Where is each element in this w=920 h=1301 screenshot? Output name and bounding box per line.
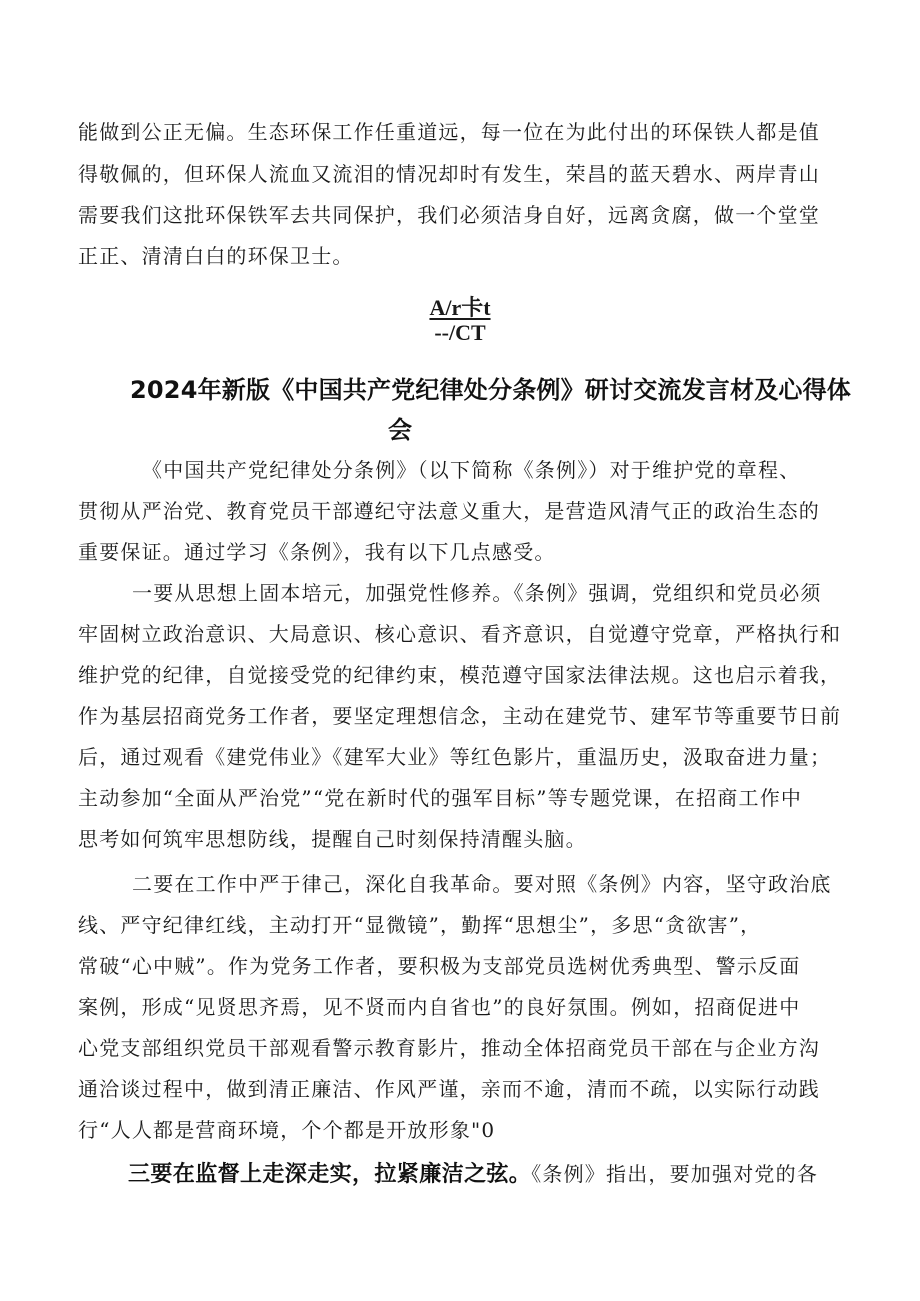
body-line: 案例，形成“见贤思齐焉，见不贤而内自省也”的良好氛围。例如，招商促进中 — [78, 995, 801, 1019]
body-line: 正正、清清白白的环保卫士。 — [78, 244, 354, 268]
body-line: 通洽谈过程中，做到清正廉洁、作风严谨，亲而不逾，清而不疏，以实际行动践 — [78, 1077, 820, 1101]
body-line: 《中国共产党纪律处分条例》（以下简称《条例》）对于维护党的章程、 — [142, 458, 801, 482]
body-line: 后，通过观看《建党伟业》《建军大业》等红色影片，重温历史，汲取奋进力量； — [78, 745, 832, 769]
body-line: 需要我们这批环保铁军去共同保护，我们必须洁身自好，远离贪腐，做一个堂堂 — [78, 203, 820, 227]
body-line: 二要在工作中严于律己，深化自我革命。要对照《条例》内容，坚守政治底 — [132, 872, 832, 896]
body-line: 能做到公正无偏。生态环保工作任重道远，每一位在为此付出的环保铁人都是值 — [78, 120, 820, 144]
document-title-continuation: 会 — [388, 416, 413, 444]
body-line: 行“人人都是营商环境，个个都是开放形象"0 — [78, 1118, 496, 1142]
body-line: 得敬佩的，但环保人流血又流泪的情况却时有发生，荣昌的蓝天碧水、两岸青山 — [78, 162, 820, 186]
body-line: 维护党的纪律，自觉接受党的纪律约束，模范遵守国家法律法规。这也启示着我， — [78, 663, 842, 687]
garbled-mark-top — [0, 291, 920, 322]
body-line: 牢固树立政治意识、大局意识、核心意识、看齐意识，自觉遵守党章，严格执行和 — [78, 622, 842, 646]
section3-line — [128, 1159, 818, 1190]
section3-rest: 《条例》指出，要加强对党的各 — [531, 1162, 819, 1186]
body-line: 思考如何筑牢思想防线，提醒自己时刻保持清醒头脑。 — [78, 827, 587, 851]
document-title: 2024年新版《中国共产党纪律处分条例》研讨交流发言材及心得体 — [130, 376, 851, 404]
body-line: 线、严守纪律红线，主动打开“显微镜”，勤挥“思想尘”，多思“贪欲害”， — [78, 913, 762, 937]
body-line: 贯彻从严治党、教育党员干部遵纪守法意义重大，是营造风清气正的政治生态的 — [78, 499, 820, 523]
body-line: 一要从思想上固本培元，加强党性修养。《条例》强调，党组织和党员必须 — [132, 581, 822, 605]
body-line: 心党支部组织党员干部观看警示教育影片，推动全体招商党员干部在与企业方沟 — [78, 1036, 820, 1060]
body-line: 作为基层招商党务工作者，要坚定理想信念，主动在建党节、建军节等重要节日前 — [78, 704, 842, 728]
garbled-mark-bottom: --/CT — [434, 320, 486, 345]
section3-lead: 三要在监督上走深走实，拉紧廉洁之弦。 — [128, 1162, 532, 1187]
body-line: 重要保证。通过学习《条例》，我有以下几点感受。 — [78, 540, 556, 564]
garbled-mark-top-text: A/r卡t — [429, 295, 491, 320]
body-line: 主动参加“全面从严治党”“党在新时代的强军目标”等专题党课，在招商工作中 — [78, 786, 803, 810]
body-line: 常破“心中贼”。作为党务工作者，要积极为支部党员选树优秀典型、警示反面 — [78, 954, 801, 978]
